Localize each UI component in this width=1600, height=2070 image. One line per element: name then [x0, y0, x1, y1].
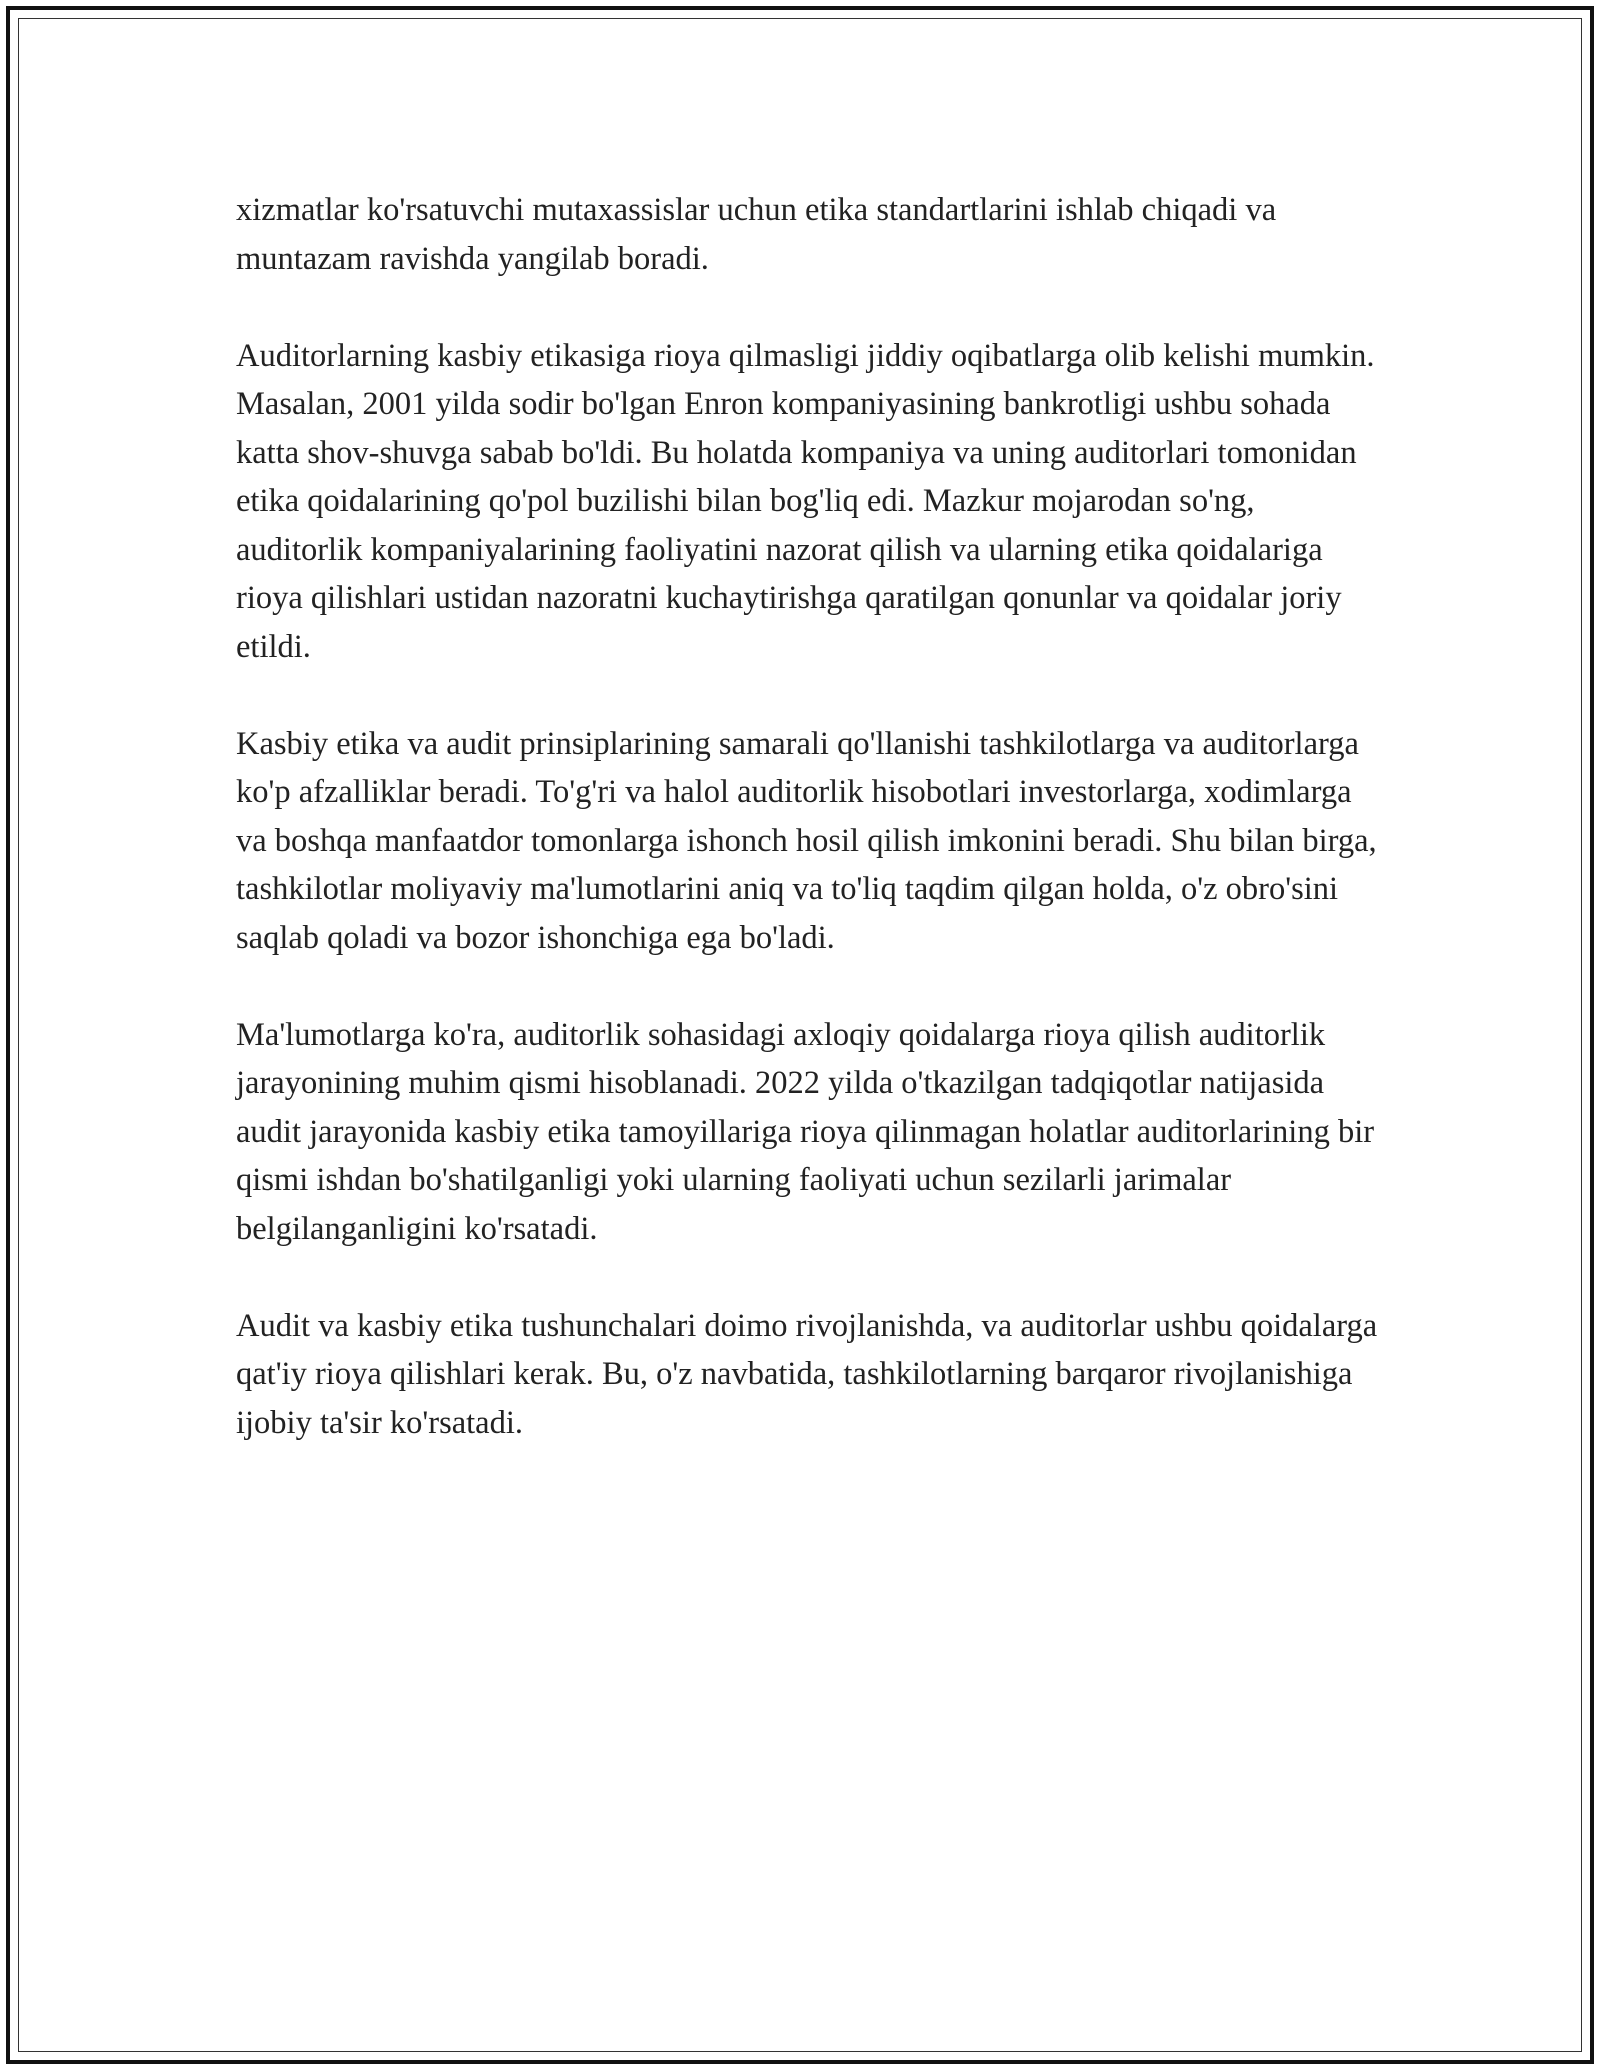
paragraph-1: xizmatlar ko'rsatuvchi mutaxassislar uchun etika standartlarini ishlab chiqadi va muntazam ravishda yangilab boradi.: [236, 192, 1277, 277]
paragraph-2: Auditorlarning kasbiy etikasiga rioya qilmasligi jiddiy oqibatlarga olib kelishi mumkin. Masalan, 2001 yilda sodir bo'lgan Enron kompaniyasining bankrotligi ushbu sohada katta shov-shuvga sabab bo'ldi. Bu holatda kompaniya va uning auditorlari tomonidan etika qoidalarining qo'pol buzilishi bilan bog'liq edi. Mazkur mojarodan so'ng, auditorlik kompaniyalarining faoliyatini nazorat qilish va ularning etika qoidalariga rioya qilishlari ustidan nazoratni kuchaytirishga qaratilgan qonunlar va qoidalar joriy etildi.: [236, 337, 1375, 665]
document-body: [236, 186, 1386, 1496]
paragraph-5: Audit va kasbiy etika tushunchalari doimo rivojlanishda, va auditorlar ushbu qoidalarga qat'iy rioya qilishlari kerak. Bu, o'z navbatida, tashkilotlarning barqaror rivojlanishiga ijobiy ta'sir ko'rsatadi.: [236, 1307, 1378, 1441]
paragraph-4: Ma'lumotlarga ko'ra, auditorlik sohasidagi axloqiy qoidalarga rioya qilish auditorlik jarayonining muhim qismi hisoblanadi. 2022 yilda o'tkazilgan tadqiqotlar natijasida audit jarayonida kasbiy etika tamoyillariga rioya qilinmagan holatlar auditorlarining bir qismi ishdan bo'shatilganligi yoki ularning faoliyati uchun sezilarli jarimalar belgilanganligini ko'rsatadi.: [236, 1016, 1375, 1247]
paragraph-3: Kasbiy etika va audit prinsiplarining samarali qo'llanishi tashkilotlarga va auditorlarga ko'p afzalliklar beradi. To'g'ri va halol auditorlik hisobotlari investorlarga, xodimlarga va boshqa manfaatdor tomonlarga ishonch hosil qilish imkonini beradi. Shu bilan birga, tashkilotlar moliyaviy ma'lumotlarini aniq va to'liq taqdim qilgan holda, o'z obro'sini saqlab qoladi va bozor ishonchiga ega bo'ladi.: [236, 725, 1377, 956]
